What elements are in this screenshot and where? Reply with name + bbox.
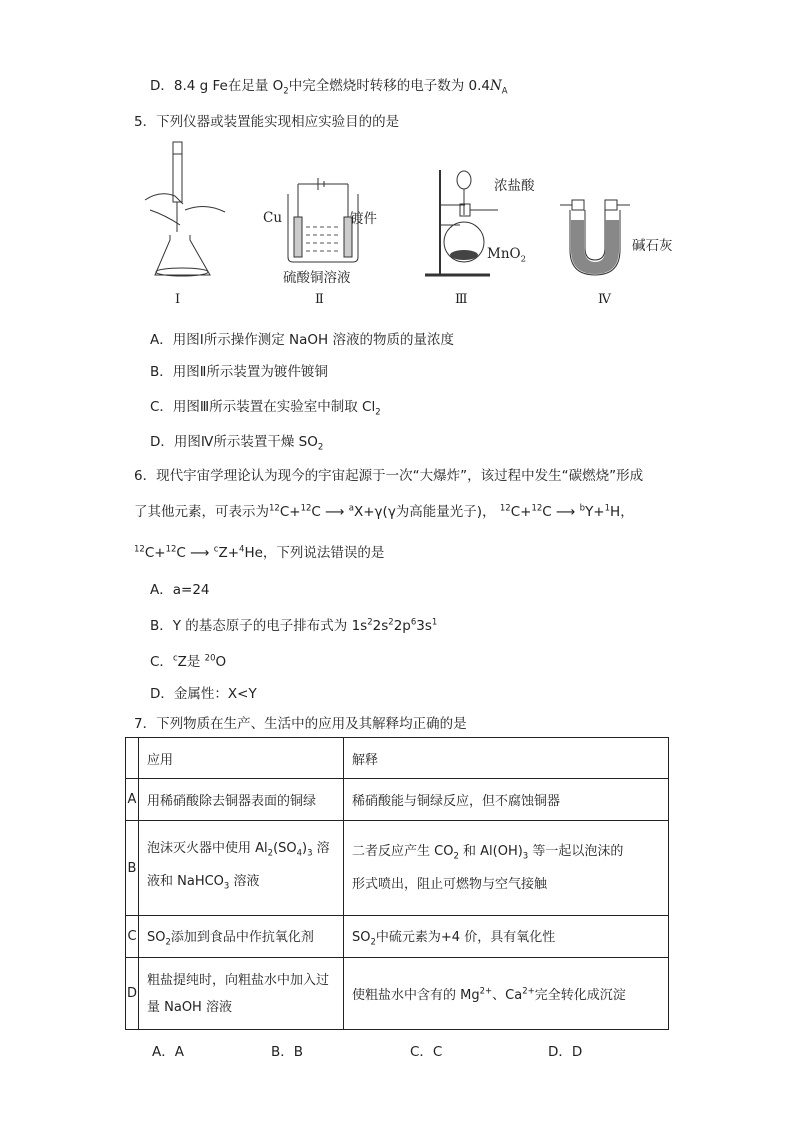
- q7-choice-d: D．D: [548, 1044, 583, 1060]
- q6-option-b: B．Y 的基态原子的电子排布式为 $1s^22s^22p^63s^1$: [150, 617, 438, 634]
- q5-option-d: D．用图Ⅳ所示装置干燥 $SO_2$: [150, 434, 324, 453]
- q5-stem: 5．下列仪器或装置能实现相应实验目的的是: [134, 114, 400, 130]
- row-label: D: [126, 958, 139, 1030]
- label-conc-hcl: 浓盐酸: [494, 178, 535, 194]
- caption-1: Ⅰ: [175, 292, 181, 307]
- q7-choice-c: C．C: [410, 1044, 443, 1060]
- row-application: $SO_2$添加到食品中作抗氧化剂: [139, 916, 344, 958]
- label-mno2: MnO$_2$: [487, 246, 527, 265]
- q5-option-c: C．用图Ⅲ所示装置在实验室中制取 $Cl_2$: [150, 399, 381, 418]
- label-cu: Cu: [263, 210, 283, 226]
- row-explanation: 使粗盐水中含有的 $Mg^{2+}$、$Ca^{2+}$完全转化成沉淀: [344, 958, 669, 1030]
- caption-4: Ⅳ: [598, 292, 611, 307]
- q5-option-a: A．用图Ⅰ所示操作测定 NaOH 溶液的物质的量浓度: [150, 332, 454, 348]
- label-soda-lime: 碱石灰: [632, 238, 673, 254]
- q6-stem-line2: 了其他元素，可表示为$^{12}$C+$^{12}$C ⟶ $^a$X+γ(γ为高能量光子)， $^{12}$C+$^{12}$C ⟶ $^b$Y+$^1$H，: [134, 503, 634, 520]
- q7-stem: 7．下列物质在生产、生活中的应用及其解释均正确的是: [134, 716, 467, 732]
- row-application: 用稀硝酸除去铜器表面的铜绿: [139, 779, 344, 821]
- row-application: 粗盐提纯时，向粗盐水中加入过 量 NaOH 溶液: [139, 958, 344, 1030]
- q6-stem-line1: 6．现代宇宙学理论认为现今的宇宙起源于一次“大爆炸”，该过程中发生“碳燃烧”形成: [134, 468, 644, 484]
- caption-3: Ⅲ: [455, 292, 468, 307]
- table-row: [126, 958, 669, 1030]
- row-label: A: [126, 779, 139, 821]
- table-header-row: [126, 738, 669, 779]
- q7-table: [125, 737, 669, 1030]
- figure-4-u-tube: [555, 190, 635, 280]
- q7-choice-a: A．A: [152, 1044, 184, 1060]
- label-copper-sulfate: 硫酸铜溶液: [283, 270, 351, 286]
- row-explanation: $SO_2$中硫元素为+4 价，具有氧化性: [344, 916, 669, 958]
- caption-2: Ⅱ: [315, 292, 324, 307]
- header-explanation: 解释: [344, 738, 669, 779]
- row-explanation: 稀硝酸能与铜绿反应，但不腐蚀铜器: [344, 779, 669, 821]
- table-row: [126, 779, 669, 821]
- row-label: C: [126, 916, 139, 958]
- table-row: [126, 821, 669, 916]
- q7-choice-b: B．B: [271, 1044, 304, 1060]
- label-plated-part: 镀件: [350, 211, 377, 227]
- q6-stem-line3: $^{12}$C+$^{12}$C ⟶ $^c$Z+$^4$He，下列说法错误的是: [134, 544, 385, 561]
- q6-option-a: A．a=24: [150, 582, 210, 598]
- q6-option-c: C．$^c$Z是 $^{20}$O: [150, 653, 227, 670]
- q6-option-d: D．金属性：X<Y: [150, 686, 257, 702]
- q4-option-d: D．8.4 g Fe在足量 $O_2$中完全燃烧时转移的电子数为 $0.4N_A$: [150, 78, 508, 97]
- row-label: B: [126, 821, 139, 916]
- table-row: [126, 916, 669, 958]
- header-application: 应用: [139, 738, 344, 779]
- q5-option-b: B．用图Ⅱ所示装置为镀件镀铜: [150, 364, 328, 380]
- figure-1-titration: [135, 140, 235, 280]
- row-application: 泡沫灭火器中使用 $Al_2(SO_4)_3$ 溶 液和 NaHCO$_3$ 溶液: [139, 821, 344, 916]
- row-explanation: 二者反应产生 $CO_2$ 和 $Al(OH)_3$ 等一起以泡沫的 形式喷出，阻止可燃物与空气接触: [344, 821, 669, 916]
